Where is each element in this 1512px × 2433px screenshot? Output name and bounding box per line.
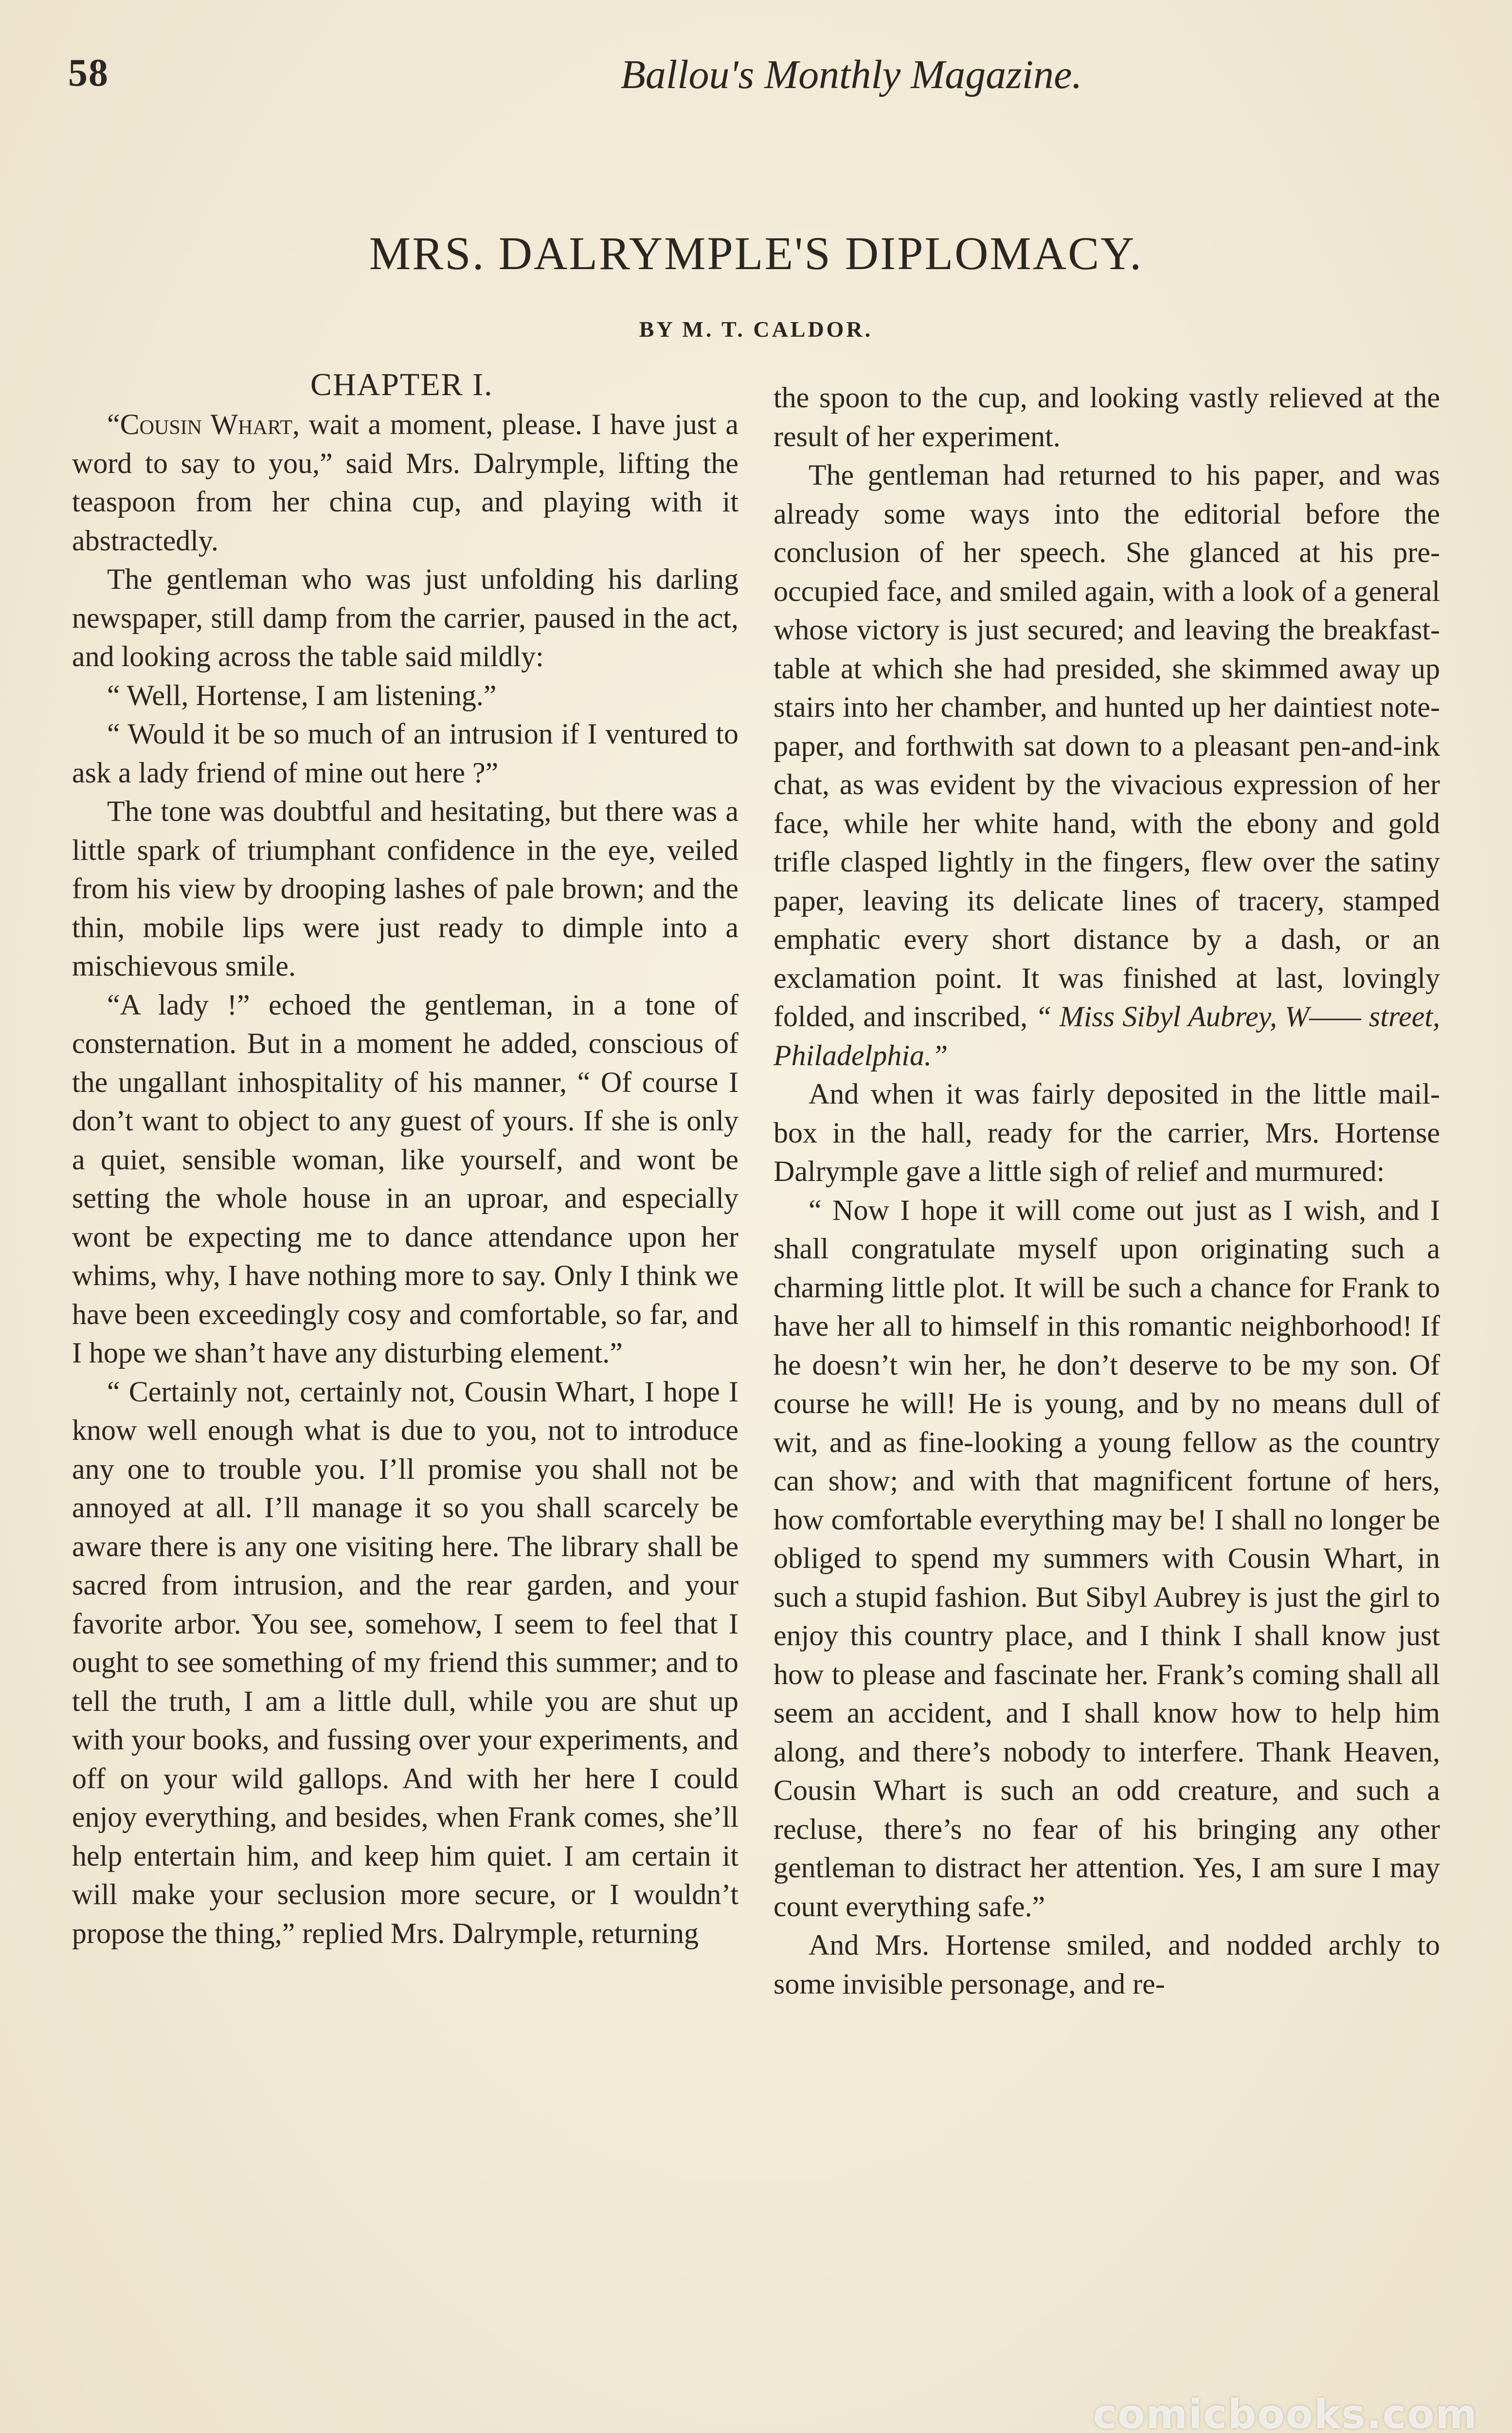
paragraph: “ Certainly not, certainly not, Cousin Whart, I hope I know well enough what is due to you, not to introduce any one to trouble you. I’ll promise you shall not be annoyed at all. I’ll manage it so you shall scarcely be aware there is any one visiting here. The library shall be sacred from intrusion, and the rear garden, and your favorite arbor. You see, somehow, I seem to feel that I ought to see something of my friend this summer; and to tell the truth, I am a little dull, while you are shut up with your books, and fussing over your experiments, and off on your wild gallops. And with her here I could enjoy everything, and besides, when Frank comes, she’ll help entertain him, and keep him quiet. I am certain it will make your seclusion more secure, or I wouldn’t propose the thing,” replied Mrs. Dalrymple, returning	[72, 1375, 738, 1949]
paragraph	[774, 456, 1440, 1075]
right-column	[774, 379, 1440, 2003]
article-byline: BY M. T. CALDOR.	[639, 317, 873, 342]
paragraph-text: The gentleman had returned to his paper, and was already some ways into the editorial before the conclusion of her speech. She glanced at his pre-occupied face, and smiled again, with a look of a general whose victory is just secured; and leaving the breakfast-table at which she had presided, she skimmed away up stairs into her chamber, and hunted up her daintiest note-paper, and forthwith sat down to a pleasant pen-and-ink chat, as was evident by the vivacious expression of her face, while her white hand, with the ebony and gold trifle clasped lightly in the fingers, flew over the satiny paper, leaving its delicate lines of tracery, stamped emphatic every short distance by a dash, or an exclamation point. It was finished at last, lovingly folded, and inscribed,	[774, 459, 1440, 1033]
speaker-name: Cousin Whart,	[120, 408, 300, 440]
paragraph: the spoon to the cup, and looking vastly relieved at the result of her experiment.	[774, 381, 1440, 453]
paragraph: “A lady !” echoed the gentleman, in a tone of consternation. But in a moment he added, conscious of the ungallant inhospitality of his manner, “ Of course I don’t want to object to any guest of yours. If she is only a quiet, sensible woman, like yourself, and wont be setting the whole house in an uproar, and especially wont be expecting me to dance attendance upon her whims, why, I have nothing more to say. Only I think we have been exceedingly cosy and comfortable, so far, and I hope we shan’t have any disturbing element.”	[72, 988, 738, 1369]
page-number: 58	[68, 52, 109, 94]
paragraph: The tone was doubtful and hesitating, but there was a little spark of triumphant confidence in the eye, veiled from his view by drooping lashes of pale brown; and the thin, mobile lips were just ready to dimple into a mischievous smile.	[72, 795, 738, 982]
paragraph: “ Would it be so much of an intrusion if I ventured to ask a lady friend of mine out here ?”	[72, 718, 738, 789]
running-head: Ballou's Monthly Magazine.	[620, 52, 1082, 97]
paragraph: “ Well, Hortense, I am listening.”	[107, 679, 497, 711]
paragraph: “ Now I hope it will come out just as I wish, and I shall congratulate myself upon originating such a charming little plot. It will be such a chance for Frank to have her all to himself in this romantic neighborhood! If he doesn’t win her, he don’t deserve to be my son. Of course he will! He is young, and by no means dull of wit, and as fine-looking a young fellow as the country can show; and with that magnificent fortune of hers, how comfortable everything may be! I shall no longer be obliged to spend my summers with Cousin Whart, in such a stupid fashion. But Sibyl Aubrey is just the girl to enjoy this country place, and I think I shall know just how to please and fascinate her. Frank’s coming shall all seem an accident, and I shall know how to help him along, and there’s nobody to interfere. Thank Heaven, Cousin Whart is such an odd creature, and such a recluse, there’s no fear of his bringing any other gentleman to distract her attention. Yes, I am sure I may count everything safe.”	[774, 1194, 1440, 1923]
paragraph: And when it was fairly deposited in the little mail-box in the hall, ready for the carrier, Mrs. Hortense Dalrymple gave a little sigh of relief and murmured:	[774, 1078, 1440, 1187]
paragraph: “Cousin Whart, wait a moment, please. I have just a word to say to you,” said Mrs. Dalrymple, lifting the teaspoon from her china cup, and playing with it abstractedly.	[72, 408, 739, 557]
watermark: comicbooks.com	[1093, 2392, 1478, 2433]
paragraph: The gentleman who was just unfolding his darling newspaper, still damp from the carrier, paused in the act, and looking across the table said mildly:	[72, 563, 738, 672]
chapter-heading: CHAPTER I.	[310, 367, 493, 402]
paragraph: And Mrs. Hortense smiled, and nodded archly to some invisible personage, and re-	[774, 1929, 1440, 2000]
article-title: MRS. DALRYMPLE'S DIPLOMACY.	[369, 227, 1143, 279]
left-column	[72, 364, 738, 1953]
paragraph-text: wait a moment, please. I have just a word to say to you,” said Mrs. Dalrymple, lifting the teaspoon from her china cup, and playing with it abstractedly.	[72, 408, 739, 557]
letter-address: “ Miss Sibyl Aubrey, W—— street, Philadelphia.”	[774, 1000, 1440, 1071]
